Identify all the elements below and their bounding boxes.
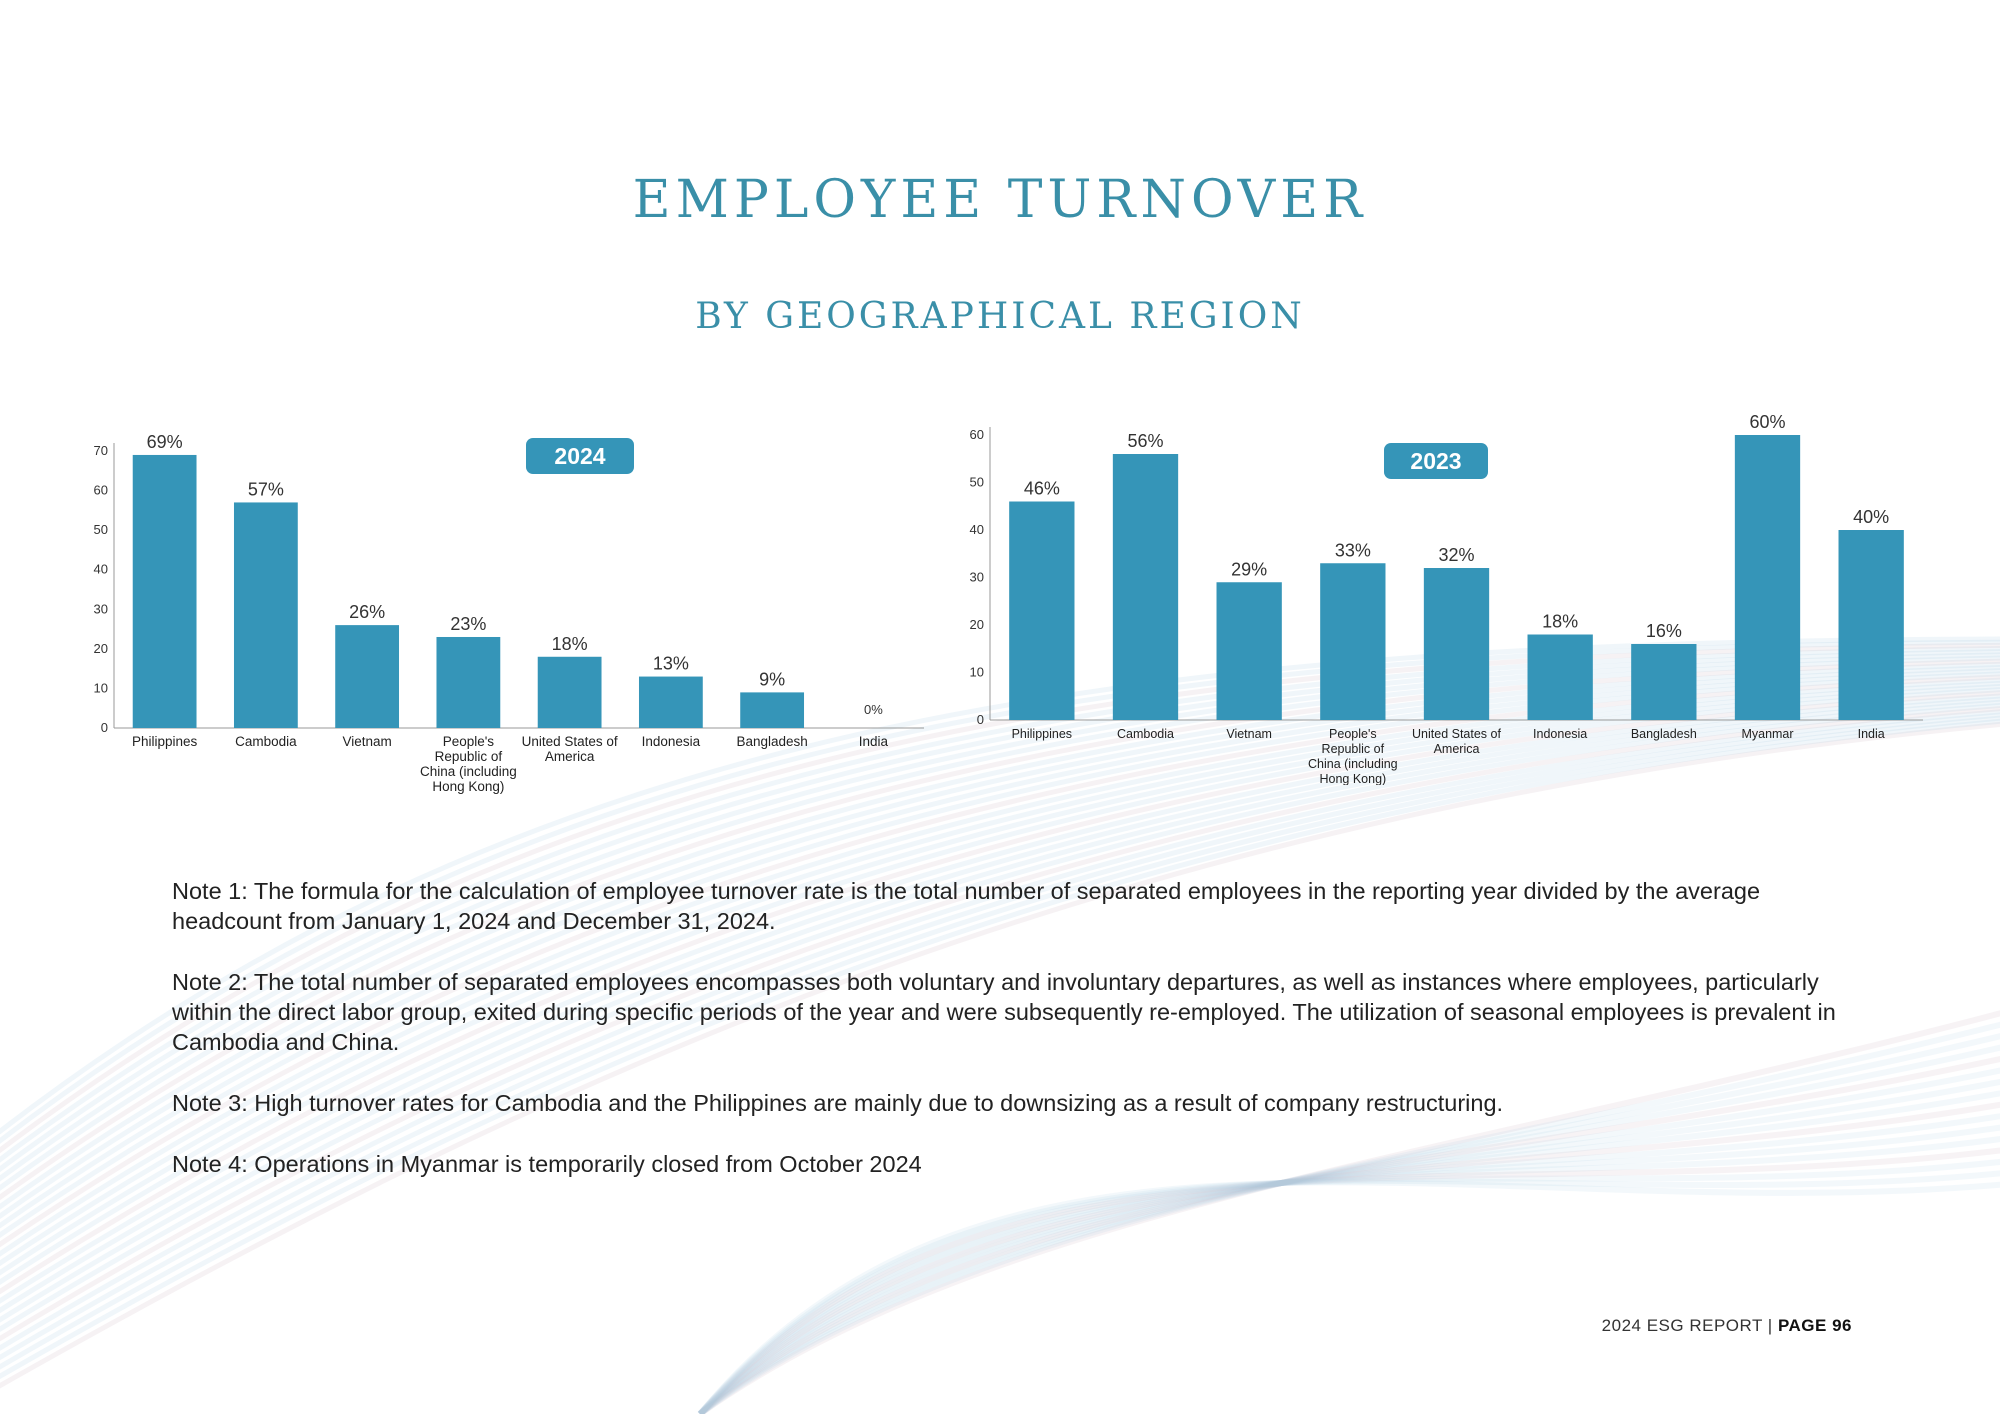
data-label: 69% [146,431,183,452]
category-label: United States of America [1412,727,1501,756]
bar [1113,454,1178,720]
y-tick-label: 40 [93,561,108,577]
chart-title: 2024 [554,443,606,469]
note-1: Note 1: The formula for the calculation of employee turnover rate is the total number of separated employees in the reporting year divided by the average headcount from January 1, 2024 and December 31, 2024. [172,878,1761,934]
y-tick-label: 20 [969,617,984,632]
category-label: People's Republic of China (including Hong Kong) [419,734,517,794]
y-tick-label: 20 [93,640,108,656]
footer-report-label: 2024 ESG REPORT | [1601,1316,1778,1335]
data-label: 18% [551,633,588,654]
bar [1839,530,1904,720]
page-subtitle: BY GEOGRAPHICAL REGION [695,296,1305,337]
y-tick-label: 10 [93,680,108,696]
y-tick-label: 30 [93,601,108,617]
notes-section [172,876,1872,1210]
category-label: Vietnam [1226,727,1272,741]
bar [234,502,298,728]
data-label: 18% [1542,611,1579,632]
category-label: Bangladesh [1630,727,1697,741]
bar [1320,563,1385,720]
data-label: 13% [652,653,689,674]
page-footer [1602,1316,1852,1336]
y-tick-label: 30 [969,569,984,585]
category-label: India [858,734,889,749]
category-label: People's Republic of China (including Hong Kong) [1308,727,1398,785]
category-label: Cambodia [1117,727,1174,741]
y-tick-label: 0 [976,712,984,727]
note-4: Note 4: Operations in Myanmar is temporarily closed from October 2024 [172,1151,922,1177]
data-label: 40% [1853,507,1890,527]
data-label: 26% [349,602,386,623]
category-label: Myanmar [1741,727,1794,741]
data-label: 23% [450,613,487,634]
bar [538,657,602,728]
bar [639,677,703,728]
bar [436,637,500,728]
y-tick-label: 0 [100,720,108,735]
y-tick-label: 10 [969,664,984,680]
note-2: Note 2: The total number of separated employees encompasses both voluntary and involuntary departures, as well as instances where employees, particularly within the direct labor group, exited during specific periods of the year and were subsequently re-employed. The utilization of seasonal employees is prevalent in Cambodia and China. [172,969,1836,1055]
chart-2024 [60,418,940,818]
category-label: Vietnam [342,734,392,749]
bar [1528,635,1593,721]
data-label: 29% [1231,559,1268,580]
y-tick-label: 40 [969,522,984,537]
category-label: Cambodia [235,734,297,749]
category-label: Bangladesh [736,734,808,749]
data-label: 32% [1438,545,1475,565]
category-label: Indonesia [641,734,701,749]
bar [133,455,197,728]
page-title: EMPLOYEE TURNOVER [632,170,1368,230]
footer-page-number: PAGE 96 [1777,1316,1852,1335]
y-tick-label: 50 [969,474,984,490]
bar [1009,502,1074,721]
data-label: 9% [759,669,786,690]
data-label: 33% [1334,540,1371,561]
chart-2023 [960,405,1940,785]
y-tick-label: 60 [93,482,108,498]
data-label: 16% [1645,621,1682,641]
category-label: Philippines [1011,727,1073,741]
y-tick-label: 60 [969,427,984,442]
bar [1631,644,1696,720]
y-tick-label: 70 [93,443,108,458]
data-label: 57% [247,479,284,500]
bar [1424,568,1489,720]
y-tick-label: 50 [93,522,108,538]
data-label: 46% [1023,478,1060,499]
category-label: India [1857,727,1885,741]
note-3: Note 3: High turnover rates for Cambodia and the Philippines are mainly due to downsizing as a result of company restructuring. [172,1090,1504,1116]
category-label: United States of America [521,734,618,764]
data-label: 0% [863,702,883,717]
bar [740,692,804,728]
data-label: 56% [1127,431,1164,451]
category-label: Indonesia [1533,727,1588,741]
category-label: Philippines [131,734,198,749]
bar [1217,582,1282,720]
chart-title: 2023 [1410,448,1462,474]
data-label: 60% [1749,412,1786,432]
bar [335,625,399,728]
bar [1735,435,1800,720]
